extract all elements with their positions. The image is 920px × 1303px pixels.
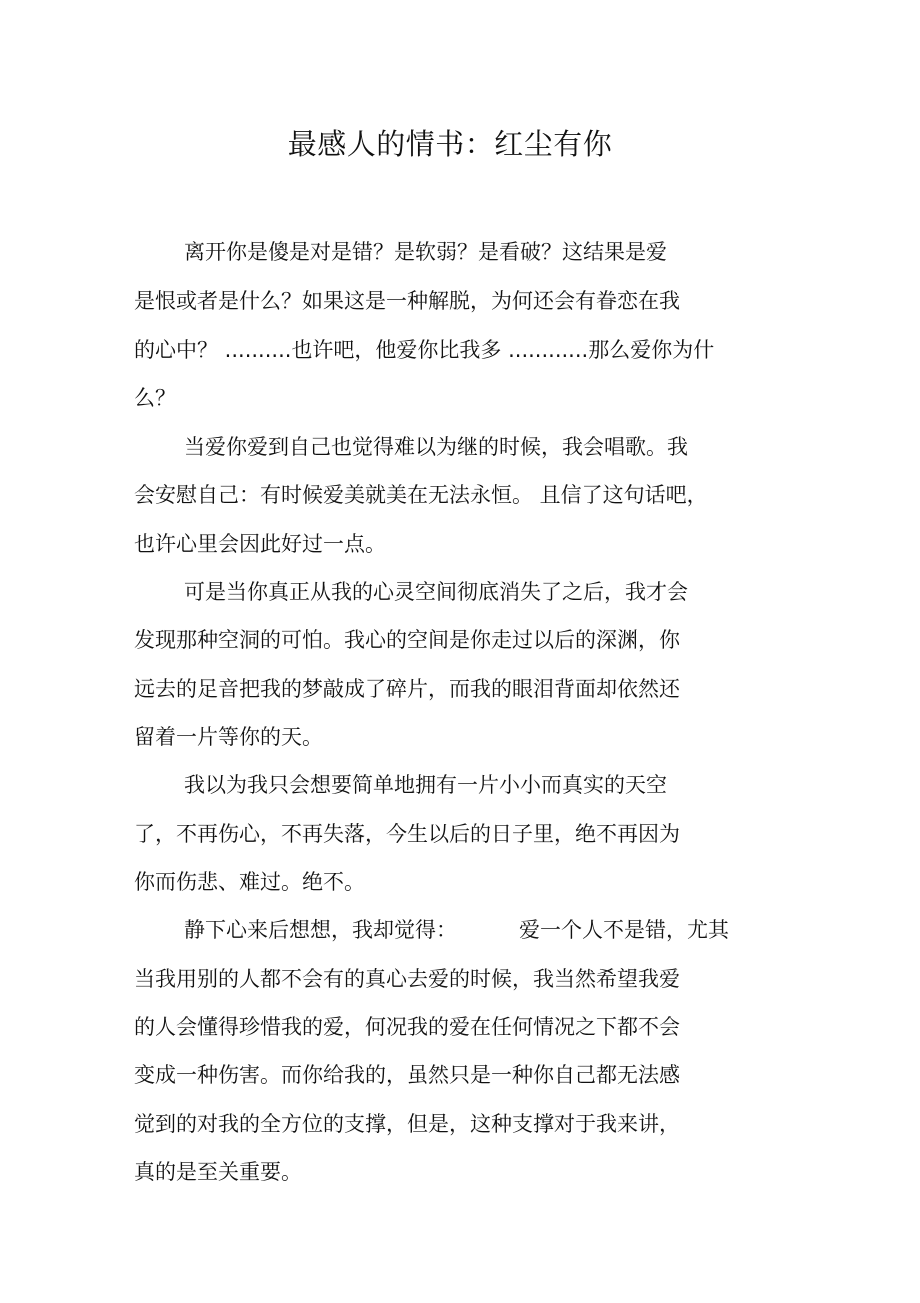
text-line: 留着一片等你的天。	[134, 725, 323, 749]
text-line: 会安慰自己：有时候爱美就美在无法永恒。 且信了这句话吧，	[134, 483, 708, 507]
text-line: 是恨或者是什么？如果这是一种解脱，为何还会有眷恋在我	[134, 289, 680, 313]
text-line: 可是当你真正从我的心灵空间彻底消失了之后，我才会	[184, 580, 688, 604]
text-line: 么？	[134, 386, 176, 410]
text-line: 变成一种伤害。而你给我的，虽然只是一种你自己都无法感	[134, 1063, 680, 1087]
text-line: 离开你是傻是对是错？是软弱？是看破？这结果是爱	[184, 240, 667, 264]
text-segment: 爱一个人不是错，尤其	[519, 918, 729, 942]
text-line: 的心中？ ..........也许吧，他爱你比我多 ............那么爱你为什	[134, 338, 715, 362]
text-line: 你而伤悲、难过。绝不。	[134, 870, 365, 894]
text-line	[184, 915, 729, 945]
document-title: 最感人的情书：红尘有你	[287, 127, 613, 161]
text-line: 发现那种空洞的可怕。我心的空间是你走过以后的深渊，你	[134, 628, 680, 652]
text-line: 觉到的对我的全方位的支撑，但是，这种支撑对于我来讲，	[134, 1112, 680, 1136]
text-line: 当我用别的人都不会有的真心去爱的时候，我当然希望我爱	[134, 967, 680, 991]
text-line: 我以为我只会想要简单地拥有一片小小而真实的天空	[184, 773, 667, 797]
text-line: 的人会懂得珍惜我的爱，何况我的爱在任何情况之下都不会	[134, 1015, 680, 1039]
text-line: 真的是至关重要。	[134, 1160, 302, 1184]
text-line: 远去的足音把我的梦敲成了碎片，而我的眼泪背面却依然还	[134, 677, 680, 701]
text-line: 也许心里会因此好过一点。	[134, 532, 386, 556]
text-segment: 静下心来后想想，我却觉得：	[184, 918, 457, 942]
text-line: 当爱你爱到自己也觉得难以为继的时候，我会唱歌。我	[184, 435, 688, 459]
text-line: 了，不再伤心，不再失落，今生以后的日子里，绝不再因为	[134, 822, 680, 846]
